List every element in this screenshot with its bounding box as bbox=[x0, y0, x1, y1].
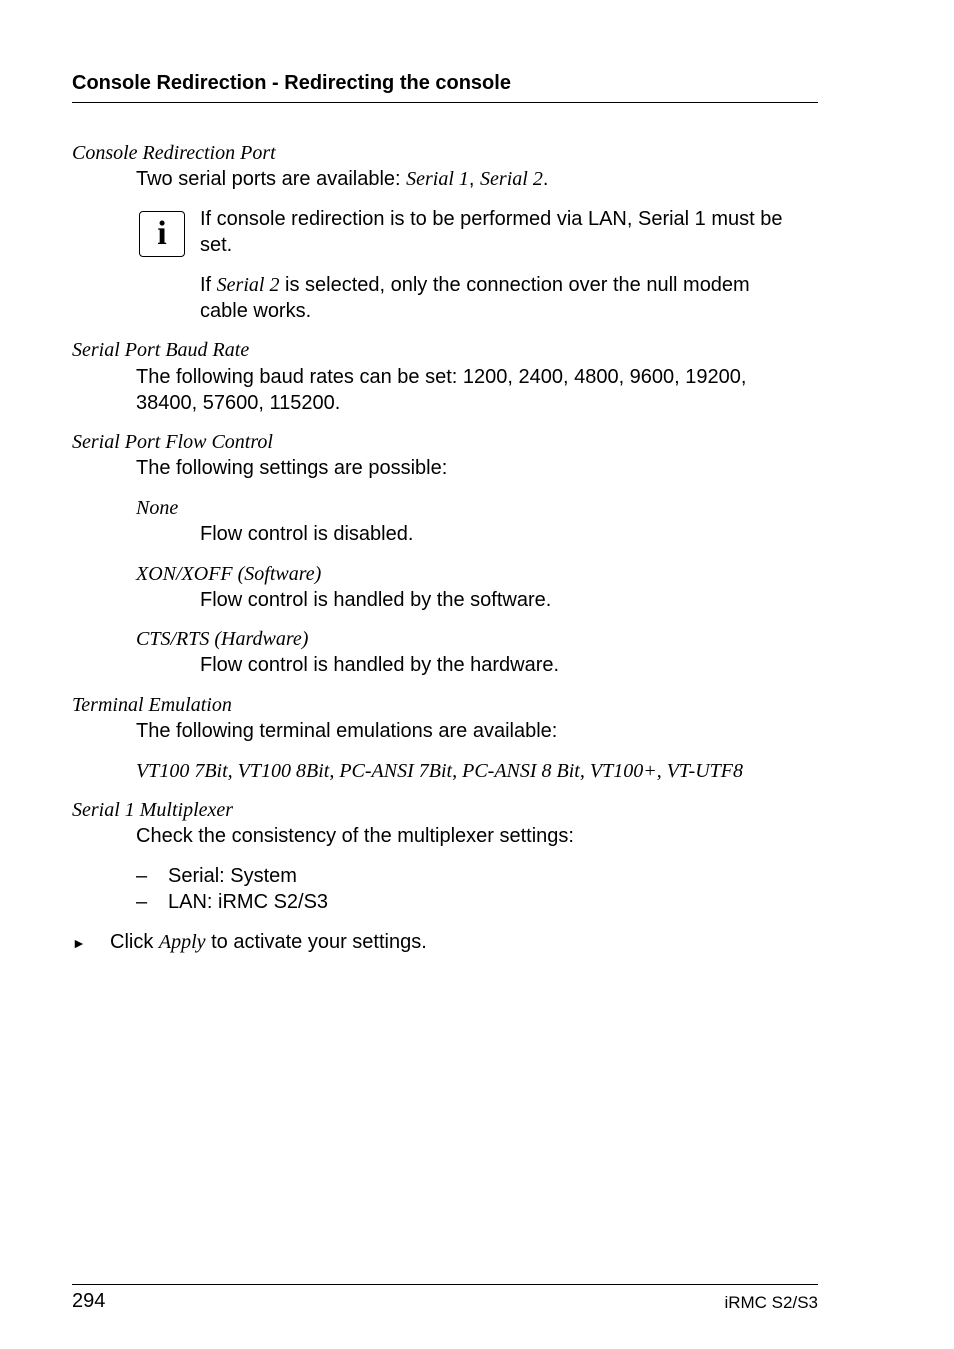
page-title: Console Redirection - Redirecting the console bbox=[72, 72, 511, 94]
product-name: iRMC S2/S3 bbox=[724, 1293, 818, 1312]
term-flow-control: Serial Port Flow Control bbox=[72, 431, 273, 453]
flow-term-ctsrts: CTS/RTS (Hardware) bbox=[136, 628, 309, 650]
info-icon-letter: i bbox=[157, 215, 167, 252]
bullet-arrow-icon: ► bbox=[72, 935, 86, 951]
note-line-1: If console redirection is to be performed via LAN, Serial 1 must be bbox=[200, 208, 783, 230]
list-item bbox=[136, 891, 147, 914]
terminal-intro: The following terminal emulations are available: bbox=[136, 720, 558, 742]
action-step bbox=[110, 931, 427, 954]
flow-intro: The following settings are possible: bbox=[136, 457, 448, 479]
action-suffix: to activate your settings. bbox=[205, 931, 427, 953]
apply-button-ref: Apply bbox=[158, 931, 206, 953]
note-p2-rest: is selected, only the connection over the null modem bbox=[279, 274, 750, 296]
footer-rule bbox=[72, 1284, 818, 1285]
list-item-text: LAN: iRMC S2/S3 bbox=[168, 891, 329, 913]
list-item bbox=[136, 865, 147, 888]
action-prefix: Click bbox=[110, 931, 159, 953]
baud-line-1: The following baud rates can be set: 1200, 2400, 4800, 9600, 19200, bbox=[136, 366, 747, 388]
port-end: . bbox=[542, 168, 549, 190]
flow-desc-none: Flow control is disabled. bbox=[200, 523, 414, 545]
flow-term-none: None bbox=[136, 497, 179, 519]
term-multiplexer: Serial 1 Multiplexer bbox=[72, 799, 234, 821]
term-baud-rate: Serial Port Baud Rate bbox=[72, 339, 250, 361]
note-p2-prefix: If bbox=[200, 274, 217, 296]
flow-desc-ctsrts: Flow control is handled by the hardware. bbox=[200, 654, 560, 676]
term-console-redirection-port: Console Redirection Port bbox=[72, 142, 276, 164]
baud-line-2: 38400, 57600, 115200. bbox=[136, 392, 341, 414]
info-icon bbox=[139, 211, 185, 257]
flow-term-xonxoff: XON/XOFF (Software) bbox=[136, 563, 322, 585]
list-dash: – bbox=[136, 891, 148, 913]
note-option-serial-2: Serial 2 bbox=[216, 274, 280, 296]
note-paragraph-2-line-2: cable works. bbox=[200, 300, 312, 322]
terminal-list: VT100 7Bit, VT100 8Bit, PC-ANSI 7Bit, PC-ANSI 8 Bit, VT100+, VT-UTF8 bbox=[136, 760, 744, 782]
term-terminal-emulation: Terminal Emulation bbox=[72, 694, 232, 716]
option-serial-2: Serial 2 bbox=[480, 168, 543, 190]
list-dash: – bbox=[136, 865, 148, 887]
page-number: 294 bbox=[72, 1290, 106, 1312]
multiplexer-intro: Check the consistency of the multiplexer settings: bbox=[136, 825, 574, 847]
list-item-text: Serial: System bbox=[168, 865, 297, 887]
port-text: Two serial ports are available: bbox=[136, 168, 407, 190]
note-paragraph-2 bbox=[200, 274, 750, 297]
port-description bbox=[136, 168, 548, 191]
port-sep: , bbox=[468, 168, 481, 190]
header-rule bbox=[72, 102, 818, 103]
note-line-2: set. bbox=[200, 234, 233, 256]
flow-desc-xonxoff: Flow control is handled by the software. bbox=[200, 589, 552, 611]
option-serial-1: Serial 1 bbox=[406, 168, 469, 190]
